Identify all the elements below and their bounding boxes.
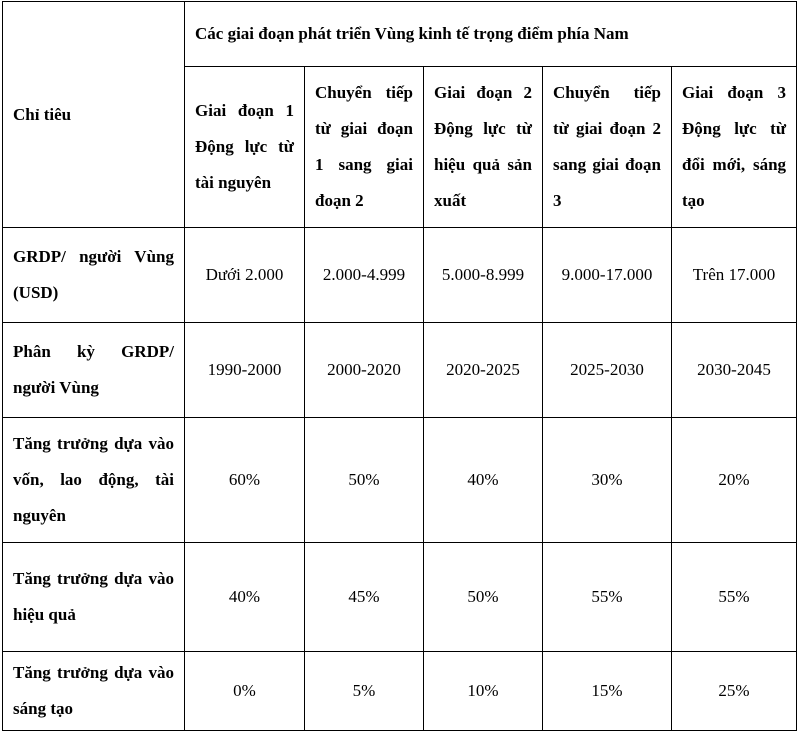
column-header: Giai đoạn 3 Động lực từ đổi mới, sáng tạo [672, 67, 797, 228]
table-cell: 40% [424, 418, 543, 543]
table-cell: 50% [305, 418, 424, 543]
table-cell: 0% [185, 652, 305, 731]
row-label: Tăng trưởng dựa vào hiệu quả [3, 543, 185, 652]
corner-header-cell: Chỉ tiêu [3, 2, 185, 228]
table-row [3, 652, 797, 731]
column-header: Chuyển tiếp từ giai đoạn 1 sang giai đoạn 2 [305, 67, 424, 228]
table-cell: 10% [424, 652, 543, 731]
table-cell: 2025-2030 [543, 323, 672, 418]
table-cell: 55% [672, 543, 797, 652]
row-label: Tăng trưởng dựa vào vốn, lao động, tài nguyên [3, 418, 185, 543]
table-row [3, 543, 797, 652]
table-cell: Trên 17.000 [672, 228, 797, 323]
table-cell: 2.000-4.999 [305, 228, 424, 323]
row-label: GRDP/ người Vùng (USD) [3, 228, 185, 323]
development-stages-table [2, 1, 797, 731]
table-row [3, 418, 797, 543]
table-cell: 30% [543, 418, 672, 543]
column-header: Chuyển tiếp từ giai đoạn 2 sang giai đoạn 3 [543, 67, 672, 228]
column-header: Giai đoạn 1 Động lực từ tài nguyên [185, 67, 305, 228]
table-cell: 45% [305, 543, 424, 652]
column-header: Giai đoạn 2 Động lực từ hiệu quả sản xuất [424, 67, 543, 228]
table-cell: 2020-2025 [424, 323, 543, 418]
table-row [3, 228, 797, 323]
table-cell: 40% [185, 543, 305, 652]
table-cell: 2000-2020 [305, 323, 424, 418]
table-cell: 15% [543, 652, 672, 731]
table-cell: 60% [185, 418, 305, 543]
table-cell: 5.000-8.999 [424, 228, 543, 323]
table-cell: 9.000-17.000 [543, 228, 672, 323]
row-label: Tăng trưởng dựa vào sáng tạo [3, 652, 185, 731]
table-cell: 1990-2000 [185, 323, 305, 418]
table-cell: 55% [543, 543, 672, 652]
table-cell: 20% [672, 418, 797, 543]
table-cell: 25% [672, 652, 797, 731]
table-cell: 2030-2045 [672, 323, 797, 418]
table-cell: 50% [424, 543, 543, 652]
group-header-cell: Các giai đoạn phát triển Vùng kinh tế trọng điểm phía Nam [185, 2, 797, 67]
table-cell: Dưới 2.000 [185, 228, 305, 323]
table-header-row [3, 2, 797, 67]
table-cell: 5% [305, 652, 424, 731]
table-row [3, 323, 797, 418]
row-label: Phân kỳ GRDP/ người Vùng [3, 323, 185, 418]
